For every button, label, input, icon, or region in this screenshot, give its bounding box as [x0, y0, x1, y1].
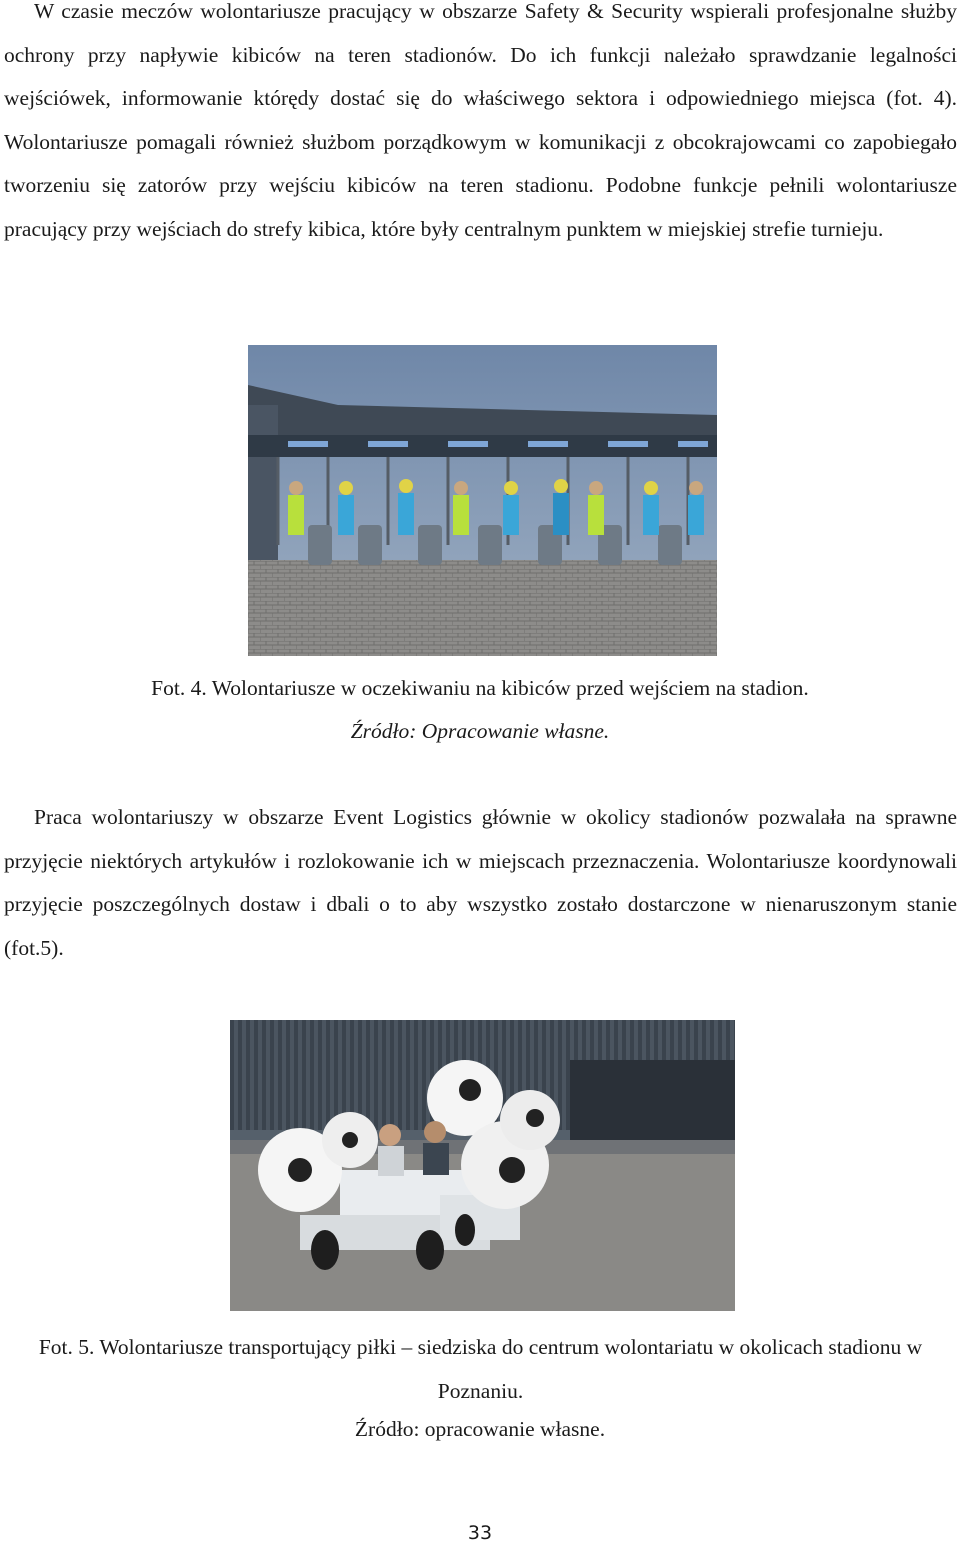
figure-4-caption: Fot. 4. Wolontariusze w oczekiwaniu na kibiców przed wejściem na stadion. [151, 676, 809, 700]
photo-volunteers-at-stadium-gates [248, 345, 717, 656]
photo-volunteers-transporting-balls [230, 1020, 735, 1311]
figure-4-source: Źródło: Opracowanie własne. [350, 719, 610, 743]
figure-5-caption: Fot. 5. Wolontariusze transportujący piłki – siedziska do centrum wolontariatu w okolicach stadionu w Poznaniu. [38, 1335, 923, 1403]
paragraph-safety-security: W czasie meczów wolontariusze pracujący w obszarze Safety & Security wspierali profesjonalne służby ochrony przy napływie kibiców na teren stadionów. Do ich funkcji należało sprawdzanie legalności wejściówek, informowanie którędy dostać się do właściwego sektora i odpowiedniego miejsca (fot. 4). Wolontariusze pomagali również służbom porządkowym w komunikacji z obcokrajowcami co zapobiegało tworzeniu się zatorów przy wejściu kibiców na teren stadionu. Podobne funkcje pełnili wolontariusze pracujący przy wejściach do strefy kibica, które były centralnym punktem w miejskiej strefie turnieju. [4, 0, 957, 241]
figure-5-source: Źródło: opracowanie własne. [354, 1417, 606, 1441]
page-number: 33 [467, 1522, 493, 1544]
paragraph-event-logistics: Praca wolontariuszy w obszarze Event Logistics głównie w okolicy stadionów pozwalała na sprawne przyjęcie niektórych artykułów i rozlokowanie ich w miejscach przeznaczenia. Wolontariusze koordynowali przyjęcie poszczególnych dostaw i dbali o to aby wszystko zostało dostarczone w nienaruszonym stanie (fot.5). [4, 805, 957, 960]
